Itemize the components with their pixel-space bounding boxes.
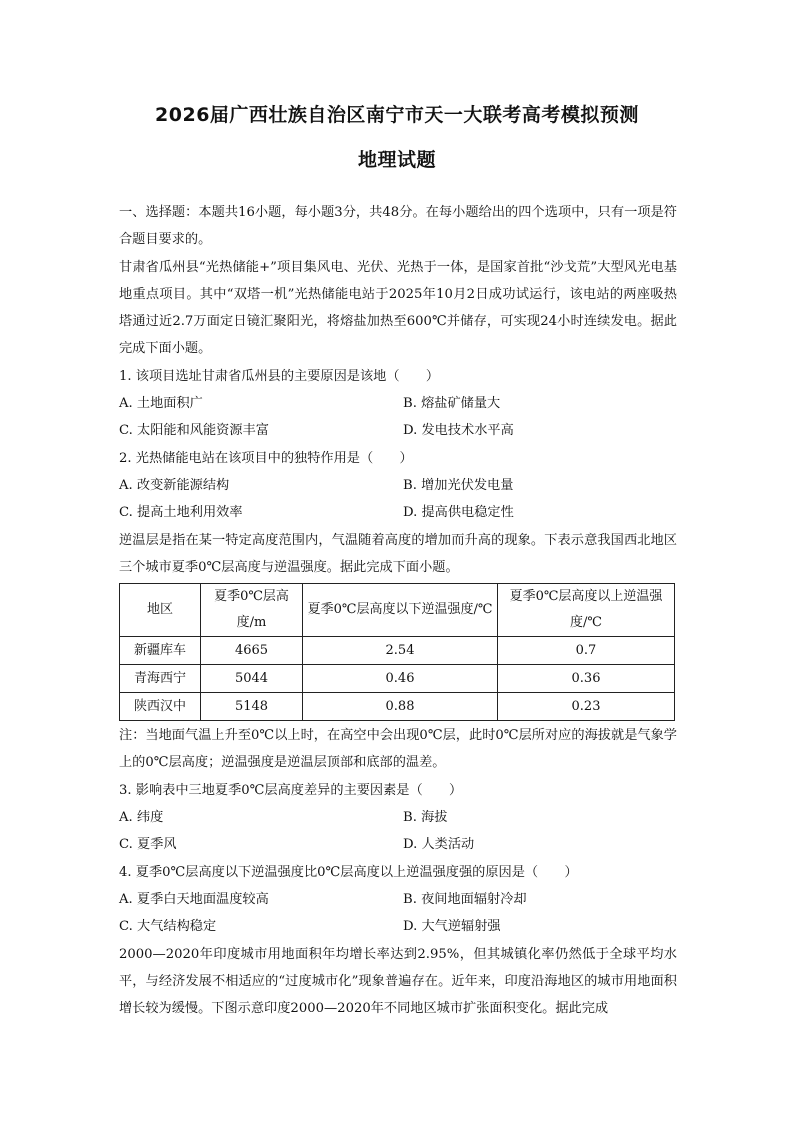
table-row <box>120 637 675 665</box>
table-cell: 4665 <box>201 637 303 665</box>
table-note: 注：当地面气温上升至0℃以上时，在高空中会出现0℃层，此时0℃层所对应的海拔就是气象学上的0℃层高度；逆温强度是逆温层顶部和底部的温差。 <box>119 728 677 771</box>
table-cell: 0.46 <box>303 665 498 693</box>
question-2-option-c[interactable]: C. 提高土地利用效率 <box>119 505 243 521</box>
table-cell: 5044 <box>201 665 303 693</box>
question-2-option-b[interactable]: B. 增加光伏发电量 <box>403 477 514 493</box>
question-3-options-row-1 <box>119 804 677 831</box>
question-1-options-row-1 <box>119 390 677 417</box>
question-4-option-a[interactable]: A. 夏季白天地面温度较高 <box>119 891 269 907</box>
table-cell: 陕西汉中 <box>120 693 201 721</box>
question-4-option-c[interactable]: C. 大气结构稳定 <box>119 919 217 935</box>
passage-1: 甘肃省瓜州县“光热储能+”项目集风电、光伏、光热于一体，是国家首批“沙戈荒”大型风光电基地重点项目。其中“双塔一机”光热储能电站于2025年10月2日成功试运行，该电站的两座吸热塔通过近2.7万面定日镜汇聚阳光，将熔盐加热至600℃并储存，可实现24小时连续发电。据此完成下面小题。 <box>119 259 677 357</box>
question-4-stem: 4. 夏季0℃层高度以下逆温强度比0℃层高度以上逆温强度强的原因是（ ） <box>119 864 578 880</box>
question-1-option-b[interactable]: B. 熔盐矿储量大 <box>403 396 501 412</box>
table-cell: 2.54 <box>303 637 498 665</box>
section-instruction: 一、选择题：本题共16小题，每小题3分，共48分。在每小题给出的四个选项中，只有一项是符合题目要求的。 <box>119 205 677 248</box>
question-3-option-a[interactable]: A. 纬度 <box>119 810 164 826</box>
table-cell: 5148 <box>201 693 303 721</box>
question-3-option-d[interactable]: D. 人类活动 <box>403 837 475 853</box>
table-header-cell: 夏季0℃层高度/m <box>201 584 303 637</box>
table-header-cell: 夏季0℃层高度以上逆温强度/℃ <box>498 584 675 637</box>
table-header-cell: 夏季0℃层高度以下逆温强度/℃ <box>303 584 498 637</box>
question-4-option-d[interactable]: D. 大气逆辐射强 <box>403 919 501 935</box>
question-2-stem: 2. 光热储能电站在该项目中的独特作用是（ ） <box>119 450 413 466</box>
question-1-option-a[interactable]: A. 土地面积广 <box>119 396 203 412</box>
inversion-table <box>119 583 675 721</box>
question-4-options-row-1 <box>119 886 677 913</box>
passage-3: 2000—2020年印度城市用地面积年均增长率达到2.95%，但其城镇化率仍然低于全球平均水平，与经济发展不相适应的“过度城市化”现象普遍存在。近年来，印度沿海地区的城市用地面积增长较为缓慢。下图示意印度2000—2020年不同地区城市扩张面积变化。据此完成 <box>119 946 677 1017</box>
question-4-options-row-2 <box>119 913 677 940</box>
table-cell: 0.23 <box>498 693 675 721</box>
table-cell: 新疆库车 <box>120 637 201 665</box>
table-header-cell: 地区 <box>120 584 201 637</box>
passage-2: 逆温层是指在某一特定高度范围内，气温随着高度的增加而升高的现象。下表示意我国西北地区三个城市夏季0℃层高度与逆温强度。据此完成下面小题。 <box>119 532 677 575</box>
question-4-option-b[interactable]: B. 夜间地面辐射冷却 <box>403 891 527 907</box>
exam-subtitle: 地理试题 <box>357 149 436 171</box>
question-1-stem: 1. 该项目选址甘肃省瓜州县的主要原因是该地（ ） <box>119 368 440 384</box>
question-1-option-d[interactable]: D. 发电技术水平高 <box>403 423 514 439</box>
question-1-options-row-2 <box>119 417 677 444</box>
exam-content <box>119 199 677 1022</box>
question-3-option-c[interactable]: C. 夏季风 <box>119 837 177 853</box>
table-header-row <box>120 584 675 637</box>
question-2-option-a[interactable]: A. 改变新能源结构 <box>119 477 230 493</box>
question-3-options-row-2 <box>119 831 677 858</box>
table-cell: 0.36 <box>498 665 675 693</box>
question-1-option-c[interactable]: C. 太阳能和风能资源丰富 <box>119 423 269 439</box>
question-2-options-row-2 <box>119 499 677 526</box>
table-cell: 0.7 <box>498 637 675 665</box>
table-cell: 青海西宁 <box>120 665 201 693</box>
table-cell: 0.88 <box>303 693 498 721</box>
question-3-stem: 3. 影响表中三地夏季0℃层高度差异的主要因素是（ ） <box>119 782 463 798</box>
table-row <box>120 693 675 721</box>
exam-title: 2026届广西壮族自治区南宁市天一大联考高考模拟预测 <box>155 104 639 126</box>
question-2-option-d[interactable]: D. 提高供电稳定性 <box>403 505 514 521</box>
question-3-option-b[interactable]: B. 海拔 <box>403 810 448 826</box>
table-row <box>120 665 675 693</box>
question-2-options-row-1 <box>119 472 677 499</box>
